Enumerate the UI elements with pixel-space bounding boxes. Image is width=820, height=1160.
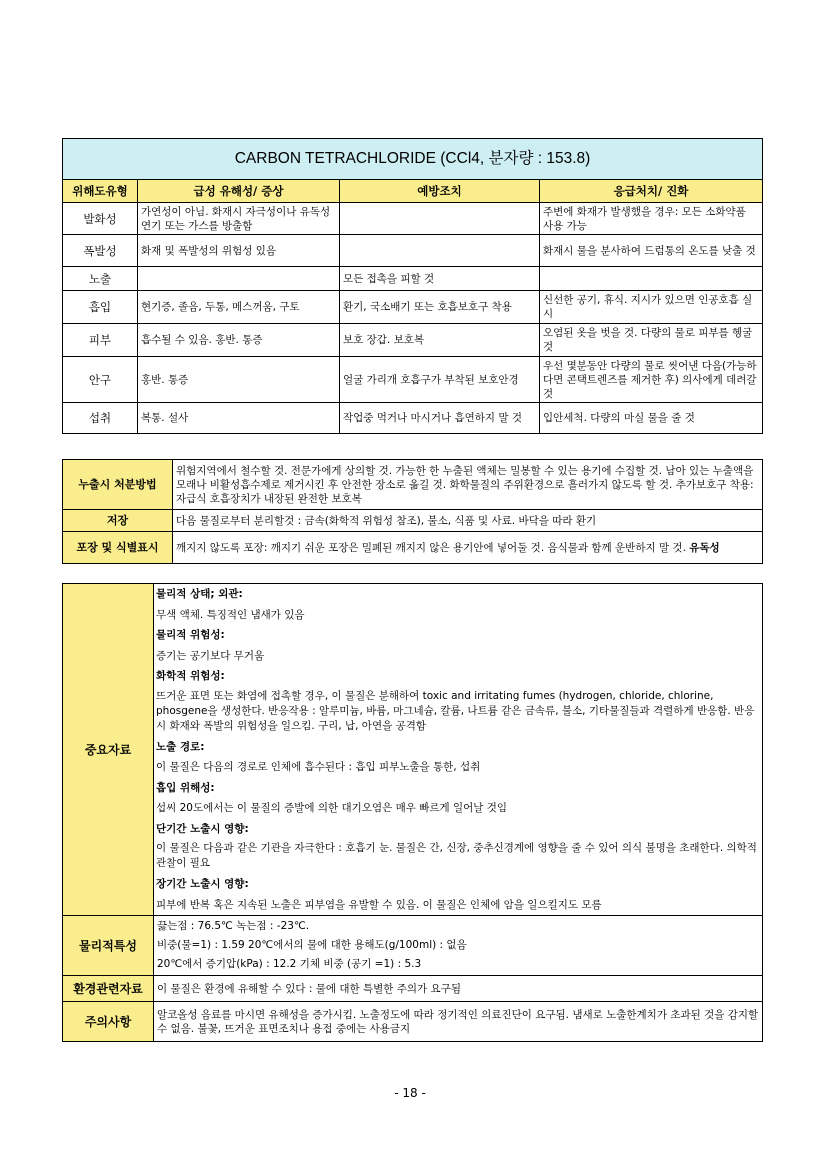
hazard-prevention: 환기, 국소배기 또는 호흡보호구 착용 bbox=[340, 291, 540, 324]
notes-text: 알코올성 음료를 마시면 유해성을 증가시킴. 노출정도에 따라 정기적인 의료진단이 요구됨. 냄새로 노출한계치가 초과된 것을 감지할 수 없음. 불꽃, 뜨거운 표면조치나 용접 중에는 사용금지 bbox=[154, 1002, 763, 1042]
page-number: - 18 - bbox=[394, 1086, 426, 1100]
hazard-type: 발화성 bbox=[63, 203, 138, 235]
packing-label: 포장 및 식별표시 bbox=[63, 532, 173, 564]
important-heading: 물리적 위험성: bbox=[156, 629, 225, 641]
hazard-prevention: 보호 장갑. 보호복 bbox=[340, 324, 540, 357]
important-text: 증기는 공기보다 무거움 bbox=[156, 649, 265, 662]
packing-text: 깨지지 않도록 포장: 깨지기 쉬운 포장은 밀폐된 깨지지 않은 용기안에 넣어둘 것. 음식물과 함께 운반하지 말 것. bbox=[176, 541, 686, 554]
important-table bbox=[62, 583, 763, 1042]
hazard-firstaid: 화재시 물을 분사하여 드럼통의 온도를 낮출 것 bbox=[540, 235, 763, 267]
important-heading: 물리적 상태; 외관: bbox=[156, 588, 243, 600]
hazard-table bbox=[62, 138, 763, 434]
table-row bbox=[63, 235, 763, 267]
table-row bbox=[63, 460, 763, 510]
header-prevention: 예방조치 bbox=[340, 180, 540, 203]
notes-label: 주의사항 bbox=[63, 1002, 154, 1042]
header-symptom: 급성 유해성/ 증상 bbox=[138, 180, 340, 203]
important-heading: 장기간 노출시 영향: bbox=[156, 878, 249, 890]
hazard-prevention: 모든 접촉을 피할 것 bbox=[340, 267, 540, 291]
table-row bbox=[63, 584, 763, 916]
hazard-symptom: 복통. 설사 bbox=[138, 403, 340, 434]
important-heading: 화학적 위험성: bbox=[156, 670, 225, 682]
hazard-type: 섭취 bbox=[63, 403, 138, 434]
hazard-symptom: 흡수될 수 있음. 홍반. 통증 bbox=[138, 324, 340, 357]
important-text: 뜨거운 표면 또는 화염에 접촉할 경우, 이 물질은 분해하여 toxic and irritating fumes (hydrogen, chloride, chlorine, phosgene을 생성한다. 반응작용 : 알루미늄, 바륨, 마그네슘, 칼륨, 나트륨 같은 금속류, 불소, 기타물질들과 격렬하게 반응함. 반응시 화재와 폭발의 위험성을 일으킴. 구리, 납, 아연을 공격함 bbox=[156, 689, 755, 732]
header-hazard-type: 위해도유형 bbox=[63, 180, 138, 203]
hazard-type: 흡입 bbox=[63, 291, 138, 324]
hazard-prevention: 얼굴 가리개 호흡구가 부착된 보호안경 bbox=[340, 357, 540, 403]
hazard-symptom: 화재 및 폭발성의 위험성 있음 bbox=[138, 235, 340, 267]
storage-text: 다음 물질로부터 분리할것 : 금속(화학적 위험성 참조), 불소, 식품 및 사료. 바닥을 따라 환기 bbox=[173, 510, 763, 532]
packing-bold: 유독성 bbox=[689, 541, 720, 554]
important-text: 이 물질은 다음의 경로로 인체에 흡수된다 : 흡입 피부노출을 통한, 섭취 bbox=[156, 761, 481, 773]
hazard-firstaid: 오염된 옷을 벗을 것. 다량의 물로 피부를 헹굴 것 bbox=[540, 324, 763, 357]
physical-line: 끓는점 : 76.5℃ 녹는점 : -23℃. bbox=[157, 920, 310, 932]
hazard-type: 안구 bbox=[63, 357, 138, 403]
hazard-symptom bbox=[138, 267, 340, 291]
header-firstaid: 응급처치/ 진화 bbox=[540, 180, 763, 203]
physical-content bbox=[154, 916, 763, 976]
hazard-firstaid: 입안세척. 다량의 마실 물을 줄 것 bbox=[540, 403, 763, 434]
hazard-prevention bbox=[340, 203, 540, 235]
handling-table bbox=[62, 459, 763, 564]
table-row bbox=[63, 1002, 763, 1042]
spill-label: 누출시 처분방법 bbox=[63, 460, 173, 510]
packing-cell bbox=[173, 532, 763, 564]
important-heading: 흡입 위해성: bbox=[156, 781, 215, 794]
physical-line: 20℃에서 증기압(kPa) : 12.2 기체 비중 (공기 =1) : 5.3 bbox=[157, 958, 422, 970]
important-label: 중요자료 bbox=[63, 584, 154, 916]
hazard-type: 피부 bbox=[63, 324, 138, 357]
environment-text: 이 물질은 환경에 유해할 수 있다 : 물에 대한 특별한 주의가 요구됨 bbox=[154, 976, 763, 1002]
physical-label: 물리적특성 bbox=[63, 916, 154, 976]
hazard-symptom: 홍반. 통증 bbox=[138, 357, 340, 403]
table-row bbox=[63, 324, 763, 357]
hazard-type: 노출 bbox=[63, 267, 138, 291]
important-text: 무색 액체. 특징적인 냄새가 있음 bbox=[156, 608, 305, 621]
environment-label: 환경관련자료 bbox=[63, 976, 154, 1002]
chemical-title: CARBON TETRACHLORIDE (CCl4, 분자량 : 153.8) bbox=[63, 139, 763, 180]
important-text: 이 물질은 다음과 같은 기관을 자극한다 : 호흡기 눈. 물질은 간, 신장, 중추신경계에 영향을 줄 수 있어 의식 불명을 초래한다. 의학적 관찰이 필요 bbox=[156, 842, 757, 869]
hazard-prevention bbox=[340, 235, 540, 267]
table-row bbox=[63, 203, 763, 235]
important-content bbox=[154, 584, 763, 916]
important-heading: 단기간 노출시 영향: bbox=[156, 822, 249, 835]
hazard-symptom: 현기증, 졸음, 두통, 메스꺼움, 구토 bbox=[138, 291, 340, 324]
table-row bbox=[63, 291, 763, 324]
spill-text: 위험지역에서 철수할 것. 전문가에게 상의할 것. 가능한 한 누출된 액체는 밀봉할 수 있는 용기에 수집할 것. 남아 있는 누출액을 모래나 비활성흡수제로 제거시킨 후 안전한 장소로 옮길 것. 화학물질의 주위환경으로 흘러가지 않도록 할 것. 추가보호구 착용: 자급식 호흡장치가 내장된 완전한 보호복 bbox=[173, 460, 763, 510]
hazard-symptom: 가연성이 아님. 화재시 자극성이나 유독성 연기 또는 가스를 방출함 bbox=[138, 203, 340, 235]
table-row bbox=[63, 510, 763, 532]
storage-label: 저장 bbox=[63, 510, 173, 532]
table-row bbox=[63, 267, 763, 291]
hazard-firstaid: 신선한 공기, 휴식. 지시가 있으면 인공호흡 실시 bbox=[540, 291, 763, 324]
hazard-firstaid: 우선 몇분동안 다량의 물로 씻어낸 다음(가능하다면 콘택트렌즈를 제거한 후) 의사에게 데려갈 것 bbox=[540, 357, 763, 403]
hazard-firstaid: 주변에 화재가 발생했을 경우: 모든 소화약품 사용 가능 bbox=[540, 203, 763, 235]
table-row bbox=[63, 403, 763, 434]
hazard-firstaid bbox=[540, 267, 763, 291]
table-row bbox=[63, 532, 763, 564]
table-row bbox=[63, 357, 763, 403]
hazard-type: 폭발성 bbox=[63, 235, 138, 267]
important-text: 피부에 반복 혹은 지속된 노출은 피부염을 유발할 수 있음. 이 물질은 인체에 암을 일으킬지도 모름 bbox=[156, 898, 602, 911]
hazard-prevention: 작업중 먹거나 마시거나 흡연하지 말 것 bbox=[340, 403, 540, 434]
important-heading: 노출 경로: bbox=[156, 740, 205, 753]
important-text: 섭씨 20도에서는 이 물질의 증발에 의한 대기오염은 매우 빠르게 일어날 것임 bbox=[156, 802, 508, 814]
table-row bbox=[63, 916, 763, 976]
table-row bbox=[63, 976, 763, 1002]
physical-line: 비중(물=1) : 1.59 20℃에서의 물에 대한 용해도(g/100ml) : 없음 bbox=[157, 939, 467, 951]
